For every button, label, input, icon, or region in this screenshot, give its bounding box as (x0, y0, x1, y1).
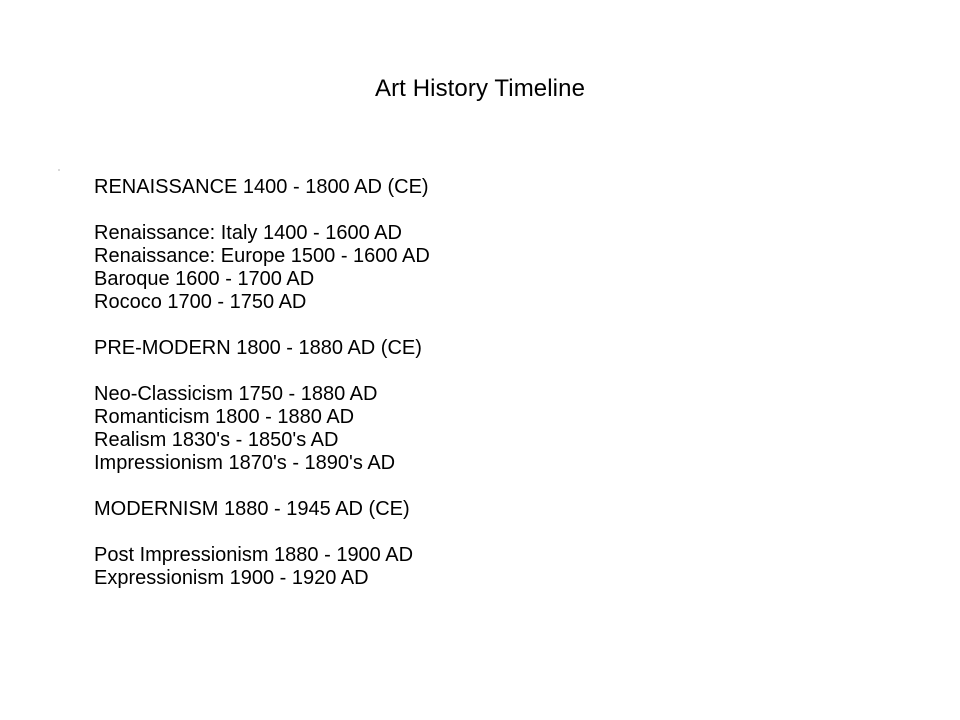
list-item: Impressionism 1870's - 1890's AD (94, 452, 396, 474)
list-item: Renaissance: Europe 1500 - 1600 AD (94, 245, 430, 267)
list-item: Baroque 1600 - 1700 AD (94, 268, 315, 290)
list-item: Rococo 1700 - 1750 AD (94, 291, 307, 313)
list-item: Realism 1830's - 1850's AD (94, 429, 339, 451)
section-renaissance (94, 176, 854, 314)
list-item: Post Impressionism 1880 - 1900 AD (94, 544, 414, 566)
section-pre-modern (94, 337, 854, 475)
list-item: Neo-Classicism 1750 - 1880 AD (94, 383, 378, 405)
timeline-content (94, 176, 854, 590)
bullet-marker (58, 169, 60, 171)
section-heading: PRE-MODERN 1800 - 1880 AD (CE) (94, 337, 422, 359)
section-heading: MODERNISM 1880 - 1945 AD (CE) (94, 498, 410, 520)
list-item: Romanticism 1800 - 1880 AD (94, 406, 355, 428)
section-heading: RENAISSANCE 1400 - 1800 AD (CE) (94, 176, 429, 198)
page-title: Art History Timeline (374, 75, 586, 102)
section-modernism (94, 498, 854, 590)
list-item: Renaissance: Italy 1400 - 1600 AD (94, 222, 402, 244)
list-item: Expressionism 1900 - 1920 AD (94, 567, 369, 589)
